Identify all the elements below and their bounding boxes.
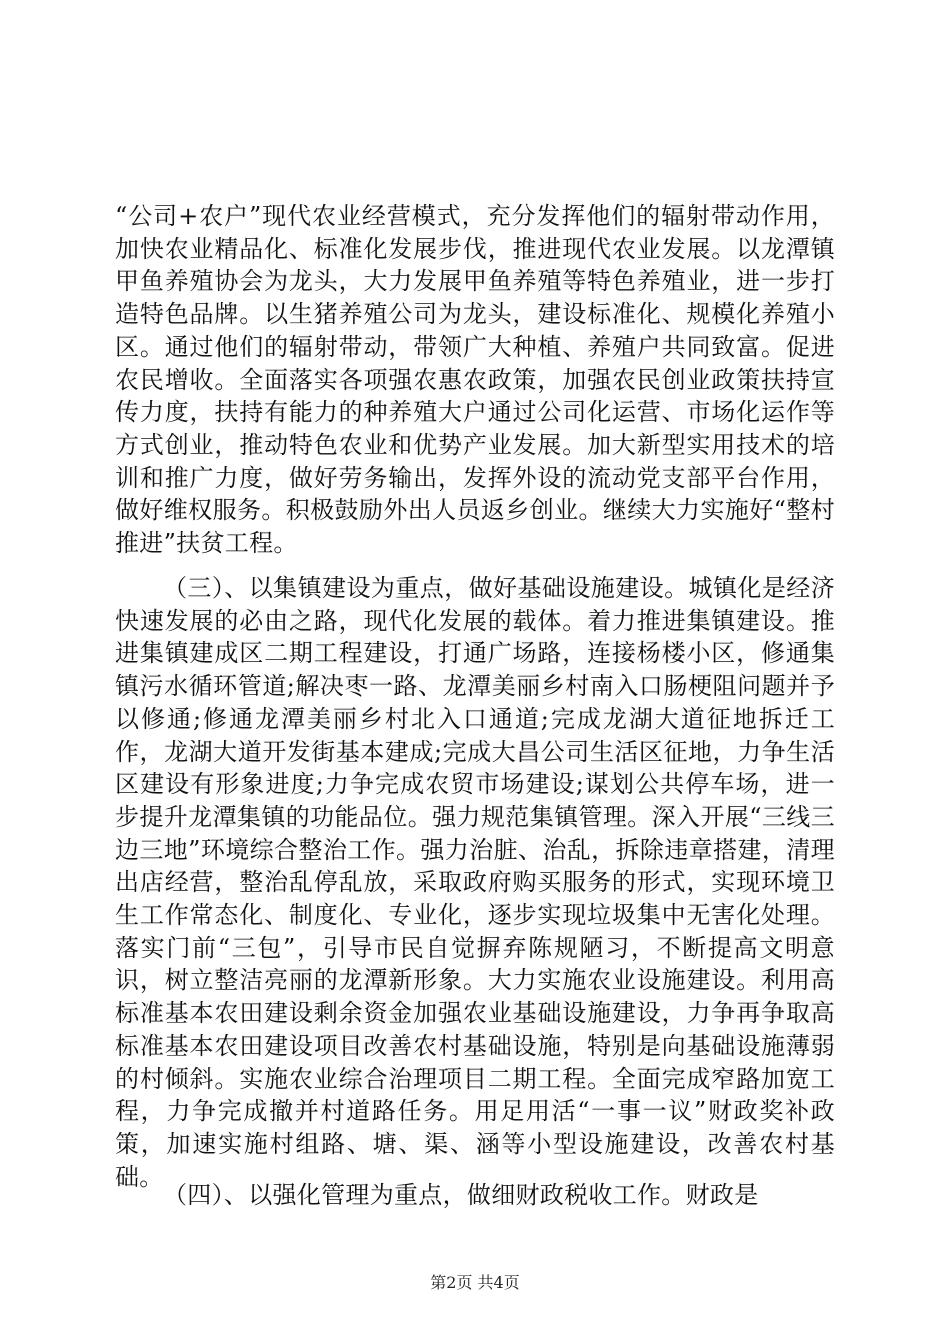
paragraph-continuation: “公司+农户”现代农业经营模式，充分发挥他们的辐射带动作用，加快农业精品化、标准化发展步伐，推进现代农业发展。以龙潭镇甲鱼养殖协会为龙头，大力发展甲鱼养殖等特色养殖业，进一步打造特色品牌。以生猪养殖公司为龙头，建设标准化、规模化养殖小区。通过他们的辐射带动，带领广大种植、养殖户共同致富。促进农民增收。全面落实各项强农惠农政策，加强农民创业政策扶持宣传力度，扶持有能力的种养殖大户通过公司化运营、市场化运作等方式创业，推动特色农业和优势产业发展。加大新型实用技术的培训和推广力度，做好劳务输出，发挥外设的流动党支部平台作用，做好维权服务。积极鼓励外出人员返乡创业。继续大力实施好“整村推进”扶贫工程。 [115,202,835,558]
page-number-label: 第2页 共4页 [430,1273,520,1292]
paragraph-section-3: （三）、以集镇建设为重点，做好基础设施建设。城镇化是经济快速发展的必由之路，现代化发展的载体。着力推进集镇建设。推进集镇建成区二期工程建设，打通广场路，连接杨楼小区，修通集镇污水循环管道;解决枣一路、龙潭美丽乡村南入口肠梗阻问题并予以修通;修通龙潭美丽乡村北入口通道;完成龙湖大道征地拆迁工作，龙湖大道开发街基本建成;完成大昌公司生活区征地，力争生活区建设有形象进度;力争完成农贸市场建设;谋划公共停车场，进一步提升龙潭集镇的功能品位。强力规范集镇管理。深入开展“三线三边三地”环境综合整治工作。强力治脏、治乱，拆除违章搭建，清理出店经营，整治乱停乱放，采取政府购买服务的形式，实现环境卫生工作常态化、制度化、专业化，逐步实现垃圾集中无害化处理。落实门前“三包”，引导市民自觉摒弃陈规陋习，不断提高文明意识，树立整洁亮丽的龙潭新形象。大力实施农业设施建设。利用高标准基本农田建设剩余资金加强农业基础设施建设，力争再争取高标准基本农田建设项目改善农村基础设施，特别是向基础设施薄弱的村倾斜。实施农业综合治理项目二期工程。全面完成窄路加宽工程，力争完成撤并村道路任务。用足用活“一事一议”财政奖补政策，加速实施村组路、塘、渠、涵等小型设施建设，改善农村基础。 [115,574,835,1191]
page-footer [0,1273,950,1293]
paragraph-section-4: （四）、以强化管理为重点，做细财政税收工作。财政是 [163,1181,759,1209]
